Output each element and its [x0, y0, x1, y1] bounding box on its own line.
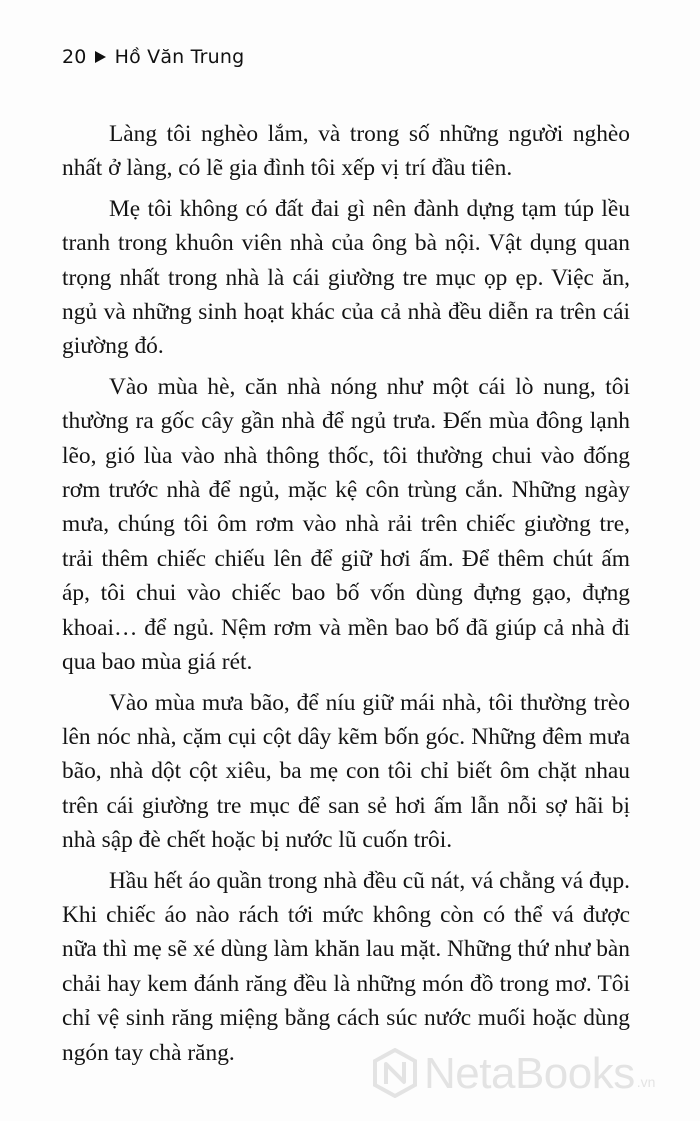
paragraph-5: Hầu hết áo quần trong nhà đều cũ nát, vá chằng vá đụp. Khi chiếc áo nào rách tới mức không còn có thể vá được nữa thì mẹ sẽ xé dùng làm khăn lau mặt. Những thứ như bàn chải hay kem đánh răng đều là những món đồ trong mơ. Tôi chỉ vệ sinh răng miệng bằng cách súc nước muối hoặc dùng ngón tay chà răng. [62, 867, 630, 1066]
paragraph-4: Vào mùa mưa bão, để níu giữ mái nhà, tôi thường trèo lên nóc nhà, cặm cụi cột dây kẽm bốn góc. Những đêm mưa bão, nhà dột cột xiêu, ba mẹ con tôi chỉ biết ôm chặt nhau trên cái giường tre mục để san sẻ hơi ấm lẫn nỗi sợ hãi bị nhà sập đè chết hoặc bị nước lũ cuốn trôi. [62, 689, 630, 854]
paragraph-1: Làng tôi nghèo lắm, và trong số những người nghèo nhất ở làng, có lẽ gia đình tôi xếp vị trí đầu tiên. [62, 121, 630, 182]
watermark-suffix: .vn [636, 1074, 656, 1090]
paragraph-3: Vào mùa hè, căn nhà nóng như một cái lò nung, tôi thường ra gốc cây gần nhà để ngủ trưa. Đến mùa đông lạnh lẽo, gió lùa vào nhà thông thốc, tôi thường chui vào đống rơm trước nhà để ngủ, mặc kệ côn trùng cắn. Những ngày mưa, chúng tôi ôm rơm vào nhà rải trên chiếc giường tre, trải thêm chiếc chiếu lên để giữ hơi ấm. Để thêm chút ấm áp, tôi chui vào chiếc bao bố vốn dùng đựng gạo, đựng khoai… để ngủ. Nệm rơm và mền bao bố đã giúp cả nhà đi qua bao mùa giá rét. [62, 373, 630, 676]
page-number: 20 [62, 46, 87, 68]
author-name: Hồ Văn Trung [114, 46, 245, 68]
paragraph-2: Mẹ tôi không có đất đai gì nên đành dựng tạm túp lều tranh trong khuôn viên nhà của ông bà nội. Vật dụng quan trọng nhất trong nhà là cái giường tre mục ọp ẹp. Việc ăn, ngủ và những sinh hoạt khác của cả nhà đều diễn ra trên cái giường đó. [62, 195, 630, 360]
watermark-brand: NetaBooks [424, 1049, 635, 1098]
body-text [62, 117, 630, 1076]
running-head [62, 46, 244, 68]
watermark [372, 1048, 655, 1098]
netabooks-logo-icon [372, 1048, 418, 1098]
arrow-right-icon [95, 51, 106, 63]
